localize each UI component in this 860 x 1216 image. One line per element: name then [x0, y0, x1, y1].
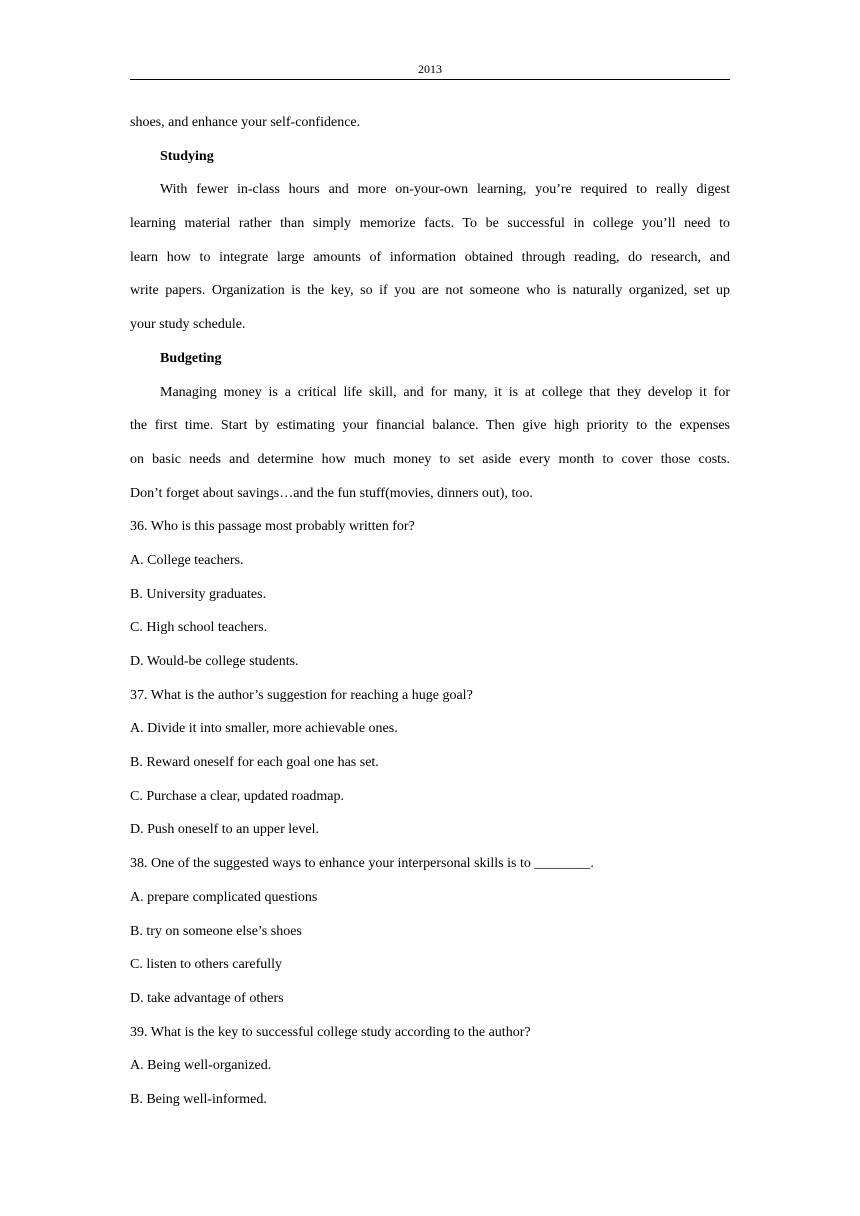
- question-37: [130, 683, 730, 851]
- question-38: [130, 851, 730, 1019]
- answer-option: C. listen to others carefully: [130, 957, 283, 973]
- studying-line: your study schedule.: [130, 317, 246, 333]
- answer-option: D. Push oneself to an upper level.: [130, 822, 319, 838]
- page-content: [130, 110, 730, 1121]
- answer-option: A. College teachers.: [130, 552, 244, 568]
- answer-option: B. Reward oneself for each goal one has set.: [130, 755, 379, 771]
- page-header: [130, 60, 730, 80]
- question-stem: 37. What is the author’s suggestion for reaching a huge goal?: [130, 687, 473, 703]
- page-header-label: 2013: [418, 62, 442, 76]
- budgeting-line: Managing money is a critical life skill, and for many, it is at college that they develop it for: [160, 384, 730, 400]
- studying-line: learning material rather than simply memorize facts. To be successful in college you’ll need to: [130, 216, 730, 232]
- question-36: [130, 514, 730, 682]
- answer-option: D. take advantage of others: [130, 990, 284, 1006]
- answer-option: A. Divide it into smaller, more achievable ones.: [130, 721, 398, 737]
- question-stem: 36. Who is this passage most probably written for?: [130, 519, 415, 535]
- studying-line: With fewer in-class hours and more on-your-own learning, you’re required to really digest: [160, 182, 730, 198]
- budgeting-line: the first time. Start by estimating your financial balance. Then give high priority to the expenses: [130, 418, 730, 434]
- answer-option: D. Would-be college students.: [130, 654, 299, 669]
- question-stem: 38. One of the suggested ways to enhance your interpersonal skills is to ________.: [130, 856, 594, 872]
- answer-option: B. try on someone else’s shoes: [130, 923, 302, 939]
- answer-option: B. University graduates.: [130, 586, 267, 602]
- studying-line: learn how to integrate large amounts of information obtained through reading, do research, and: [130, 249, 730, 265]
- answer-option: B. Being well-informed.: [130, 1091, 267, 1107]
- question-39: [130, 1020, 730, 1121]
- section-heading-budgeting: Budgeting: [160, 350, 222, 366]
- budgeting-line: on basic needs and determine how much money to set aside every month to cover those costs.: [130, 451, 730, 467]
- budgeting-line: Don’t forget about savings…and the fun stuff(movies, dinners out), too.: [130, 485, 533, 501]
- section-heading-studying: Studying: [160, 148, 214, 164]
- answer-option: C. Purchase a clear, updated roadmap.: [130, 788, 345, 804]
- studying-line: write papers. Organization is the key, so if you are not someone who is naturally organized, set up: [130, 283, 730, 299]
- answer-option: A. Being well-organized.: [130, 1058, 272, 1074]
- passage-intro-tail: shoes, and enhance your self-confidence.: [130, 115, 361, 130]
- answer-option: C. High school teachers.: [130, 620, 268, 636]
- question-stem: 39. What is the key to successful college study according to the author?: [130, 1024, 531, 1040]
- answer-option: A. prepare complicated questions: [130, 889, 318, 905]
